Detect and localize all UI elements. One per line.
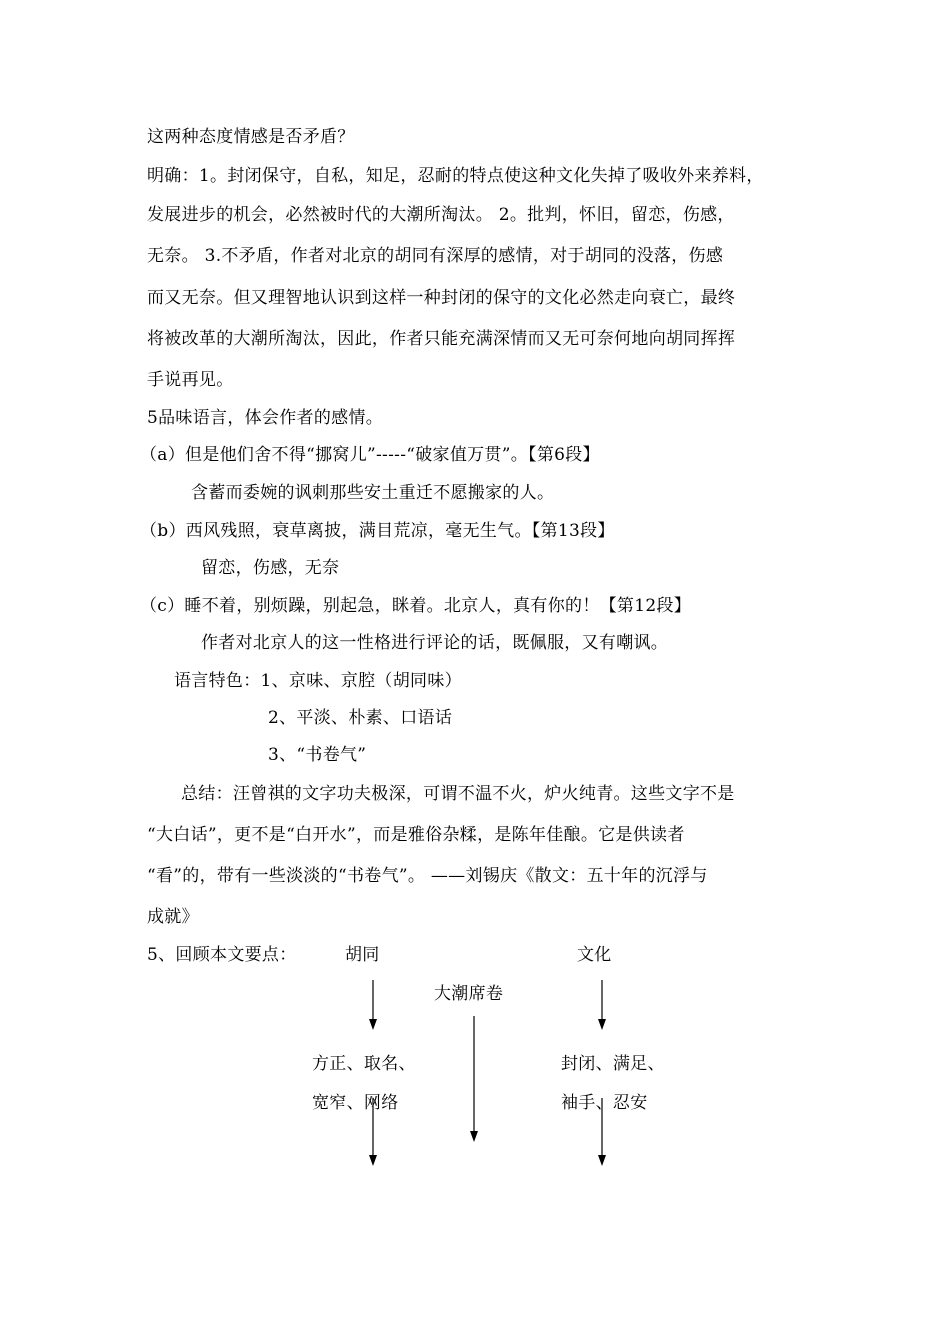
language-feature-3: 3、“书卷气” <box>268 745 367 765</box>
diagram-heading: 5、回顾本文要点： <box>147 945 297 965</box>
section-heading: 5品味语言，体会作者的感情。 <box>147 408 384 428</box>
text-line-2: 明确：1。封闭保守，自私，知足，忍耐的特点使这种文化失掉了吸收外来养料， <box>147 166 764 186</box>
arrowhead-center <box>470 1131 478 1142</box>
example-c: （c）睡不着，别烦躁，别起急，眯着。北京人，真有你的！【第12段】 <box>140 596 692 616</box>
example-b: （b）西风残照，衰草离披，满目荒凉，毫无生气。【第13段】 <box>140 521 615 541</box>
language-feature-1: 语言特色：1、京味、京腔（胡同味） <box>174 671 462 691</box>
diagram-right-text-1: 封闭、满足、 <box>561 1054 665 1074</box>
arrowhead-left-bottom <box>369 1155 377 1166</box>
example-b-note: 留恋，伤感，无奈 <box>201 558 340 578</box>
text-line-1: 这两种态度情感是否矛盾？ <box>147 127 355 147</box>
summary-line-2: “大白话”，更不是“白开水”，而是雅俗杂糅，是陈年佳酿。它是供读者 <box>147 825 685 845</box>
summary-line-4: 成就》 <box>147 907 199 927</box>
language-feature-2: 2、平淡、朴素、口语话 <box>268 708 453 728</box>
text-line-7: 手说再见。 <box>147 370 234 390</box>
diagram-center-title: 大潮席卷 <box>434 984 504 1004</box>
example-c-note: 作者对北京人的这一性格进行评论的话，既佩服，又有嘲讽。 <box>201 633 669 653</box>
text-line-3: 发展进步的机会，必然被时代的大潮所淘汰。 2。批判，怀旧，留恋，伤感， <box>147 205 735 225</box>
arrowhead-right-top <box>598 1019 606 1030</box>
summary-line-1: 总结：汪曾祺的文字功夫极深，可谓不温不火，炉火纯青。这些文字不是 <box>181 784 735 804</box>
example-a-note: 含蓄而委婉的讽刺那些安土重迁不愿搬家的人。 <box>191 483 555 503</box>
text-line-5: 而又无奈。但又理智地认识到这样一种封闭的保守的文化必然走向衰亡，最终 <box>147 288 736 308</box>
text-line-4: 无奈。 3.不矛盾，作者对北京的胡同有深厚的感情，对于胡同的没落，伤感 <box>147 246 724 266</box>
example-a: （a）但是他们舍不得“挪窝儿”-----“破家值万贯”。【第6段】 <box>140 445 600 465</box>
diagram-left-text-2: 宽窄、网络 <box>312 1093 399 1113</box>
arrowhead-left-top <box>369 1019 377 1030</box>
diagram-right-title: 文化 <box>577 945 612 965</box>
text-line-6: 将被改革的大潮所淘汰，因此，作者只能充满深情而又无可奈何地向胡同挥挥 <box>147 329 736 349</box>
diagram-right-text-2: 袖手、忍安 <box>561 1093 648 1113</box>
arrowhead-right-bottom <box>598 1155 606 1166</box>
diagram-left-title: 胡同 <box>345 945 380 965</box>
summary-line-3: “看”的，带有一些淡淡的“书卷气”。 ——刘锡庆《散文：五十年的沉浮与 <box>147 866 708 886</box>
diagram-left-text-1: 方正、取名、 <box>312 1054 416 1074</box>
